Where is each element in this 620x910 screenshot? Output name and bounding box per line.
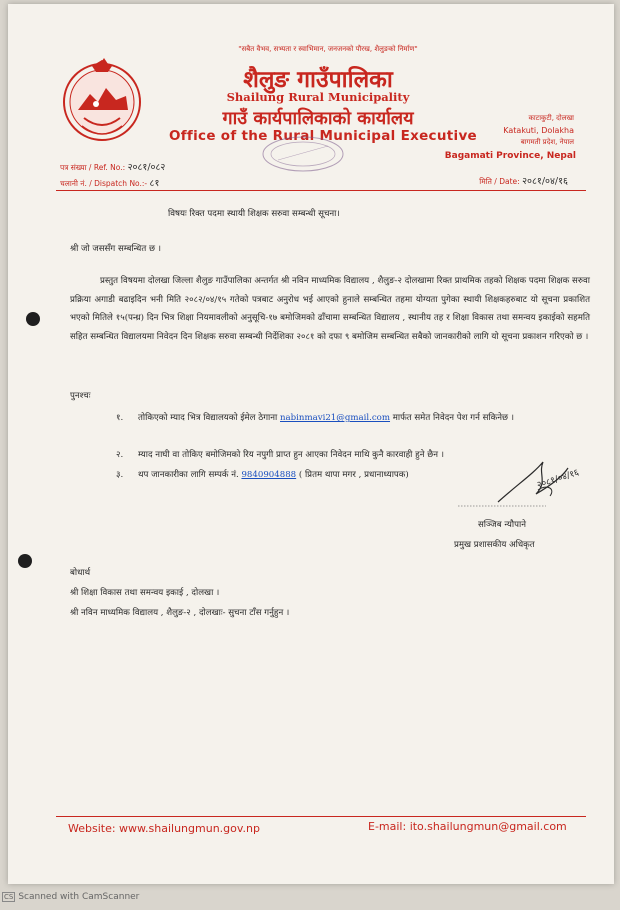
list-item <box>116 409 586 427</box>
camscanner-icon: CS <box>4 893 14 901</box>
ref-value: २०८१/०८२ <box>127 162 166 173</box>
handwritten-signature <box>438 454 598 509</box>
municipality-title-np: शैलुङ गाउँपालिका <box>243 67 393 93</box>
footer-website: Website: www.shailungmun.gov.np <box>68 822 260 835</box>
cc-recipient-2: श्री नविन माध्यमिक विद्यालय , शैलुङ-२ , दोलखाः- सुचना टाँस गर्नुहुन । <box>70 608 290 618</box>
province-en: Bagamati Province, Nepal <box>444 151 576 161</box>
scanner-text: Scanned with CamScanner <box>18 892 140 902</box>
footer-rule <box>56 816 586 817</box>
cc-label: बोधार्थ <box>70 568 91 578</box>
ref-number <box>60 160 165 173</box>
item-text-after: मार्फत समेत निवेदन पेश गर्न सकिनेछ । <box>390 413 514 423</box>
province-np: बागमती प्रदेश, नेपाल <box>520 138 574 146</box>
date-label: मिति / Date: <box>479 177 520 186</box>
header-rule <box>56 190 586 191</box>
address-np: काटाकुटी, दोलखा <box>528 114 574 122</box>
slogan: "सबैत वैभव, सभ्यता र स्वाभिमान, जनजनको पौरख, शैलुङको निर्माण" <box>238 45 418 53</box>
scanner-watermark <box>2 892 139 902</box>
punch-hole <box>18 554 32 568</box>
signatory-title: प्रमुख प्रशासकीय अधिकृत <box>454 540 535 550</box>
letter-body: प्रस्तुत विषयमा दोलखा जिल्ला शैलुङ गाउँपालिका अन्तर्गत श्री नविन माध्यमिक विद्यालय , शैलुङ-२ दोलखामा रिक्त प्राथमिक तहको शिक्षक पदमा शिक्षक सरुवा प्रक्रिया अगाडी बढाइदिन भनी मिति २०८२/०४/१५ गतेको पत्रबाट अनुरोध भई आएको हुनाले सम्बन्धित तहमा योग्यता पुगेका स्थायी शिक्षकहरुबाट यो सूचना प्रकाशित भएको मितिले १५(पन्ध्र) दिन भित्र शिक्षा नियमावलीको अनुसूचि-१७ बमोजिमको ढाँचामा सम्बन्धित विद्यालय , स्थानीय तह र शिक्षा विकास तथा समन्वय इकाईको सहमति सहित सम्बन्धित विद्यालयमा निवेदन दिन शिक्षक सरुवा सम्बन्धी निर्देशिका २०८१ को दफा ९ बमोजिम सम्बन्धित सबैको जानकारीको लागि यो सूचना प्रकाशन गरिएको छ । <box>70 276 590 342</box>
cc-recipient-1: श्री शिक्षा विकास तथा समन्वय इकाई , दोलखा । <box>70 588 220 598</box>
item-number: २. <box>116 450 124 460</box>
nepal-emblem-logo <box>56 56 148 144</box>
dispatch-number <box>60 176 159 189</box>
school-email-link[interactable]: nabinmavi21@gmail.com <box>280 413 391 423</box>
contact-phone-link[interactable]: 9840904888 <box>241 470 297 480</box>
item-number: ३. <box>116 470 124 480</box>
letter-salutation: श्री जो जससँग सम्बन्धित छ । <box>70 244 161 254</box>
item-text: तोकिएको म्याद भित्र विद्यालयको ईमेल ठेगाना <box>138 413 281 423</box>
punch-hole <box>26 312 40 326</box>
item-number: १. <box>116 413 124 423</box>
punashcha-label: पुनश्चः <box>70 391 91 401</box>
footer-email: E-mail: ito.shailungmun@gmail.com <box>368 820 567 833</box>
office-stamp <box>248 134 358 174</box>
municipality-title-en: Shailung Rural Municipality <box>226 90 410 104</box>
office-title-np: गाउँ कार्यपालिकाको कार्यालय <box>222 108 414 129</box>
dispatch-label: चलानी नं. / Dispatch No.:- <box>60 179 148 188</box>
address-en: Katakuti, Dolakha <box>503 126 574 135</box>
dispatch-value: ८१ <box>149 178 160 189</box>
date-value: २०८१/०४/१६ <box>522 176 568 187</box>
office-title-en: Office of the Rural Municipal Executive <box>168 128 478 144</box>
signature-date: २०८१/०४/१६ <box>535 467 581 491</box>
item-text: थप जानकारीका लागि सम्पर्क नं. <box>138 470 242 480</box>
item-text-after: ( प्रितम थापा मगर , प्रधानाध्यापक) <box>296 470 409 480</box>
signatory-name: सञ्जिब न्यौपाने <box>478 520 526 530</box>
letter-date <box>479 174 568 187</box>
item-text: म्याद नाघी वा तोकिए बमोजिमको रिय नपुगी प्राप्त हुन आएका निवेदन माथि कुनै कारवाही हुने छैन । <box>138 450 444 460</box>
ref-label: पत्र संख्या / Ref. No.: <box>60 163 126 172</box>
letter-page <box>8 4 614 884</box>
letter-subject: विषयः रिक्त पदमा स्थायी शिक्षक सरुवा सम्बन्धी सूचना। <box>168 209 340 219</box>
